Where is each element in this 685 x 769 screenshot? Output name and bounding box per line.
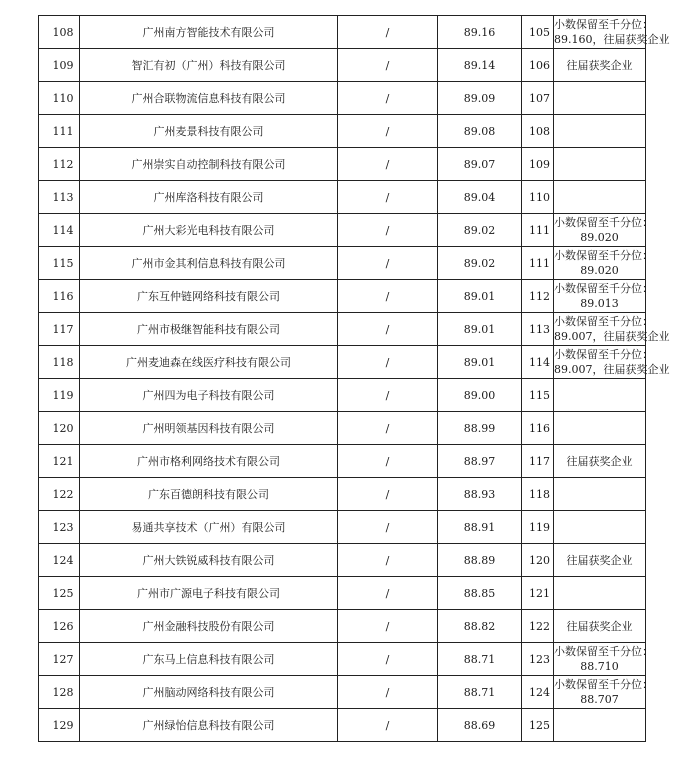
seq-cell: 120 [39,412,80,445]
mark-cell: / [338,115,438,148]
company-name-cell: 广州大彩光电科技有限公司 [80,214,338,247]
note-line-1: 往届获奖企业 [566,553,633,567]
note-cell [554,643,653,676]
seq-cell: 127 [39,643,80,676]
rank-cell: 117 [522,445,554,478]
company-name-cell: 广州合联物流信息科技有限公司 [80,82,338,115]
table-row [39,49,646,82]
note-line-1: 小数保留至千分位： [554,216,653,229]
seq-cell: 119 [39,379,80,412]
company-name-cell: 广州脑动网络科技有限公司 [80,676,338,709]
company-name-cell: 广州南方智能技术有限公司 [80,16,338,49]
score-cell: 89.14 [438,49,522,82]
note-line-2: 89.020 [580,264,619,277]
rank-cell: 125 [522,709,554,742]
note-line-2: 89.007，往届获奖企业 [554,330,670,343]
table-row [39,643,646,676]
rank-cell: 110 [522,181,554,214]
score-cell: 89.16 [438,16,522,49]
note-line-1: 往届获奖企业 [566,619,633,633]
company-name-cell: 广州库洛科技有限公司 [80,181,338,214]
seq-cell: 110 [39,82,80,115]
seq-cell: 111 [39,115,80,148]
note-line-2: 89.160，往届获奖企业 [554,33,670,46]
score-cell: 88.91 [438,511,522,544]
mark-cell: / [338,544,438,577]
note-cell [554,445,646,478]
mark-cell: / [338,478,438,511]
mark-cell: / [338,643,438,676]
rank-cell: 120 [522,544,554,577]
table-row [39,346,646,379]
table-row [39,181,646,214]
company-name-cell: 广州明领基因科技有限公司 [80,412,338,445]
note-cell [554,115,646,148]
table-row [39,313,646,346]
note-cell [554,181,646,214]
rank-cell: 109 [522,148,554,181]
note-cell [554,412,646,445]
note-line-1: 小数保留至千分位： [554,315,653,328]
note-line-1: 往届获奖企业 [566,58,633,72]
company-name-cell: 广州市金其利信息科技有限公司 [80,247,338,280]
seq-cell: 112 [39,148,80,181]
mark-cell: / [338,577,438,610]
score-cell: 88.69 [438,709,522,742]
rank-cell: 108 [522,115,554,148]
seq-cell: 129 [39,709,80,742]
note-cell [554,16,670,49]
rank-cell: 119 [522,511,554,544]
seq-cell: 117 [39,313,80,346]
note-cell [554,511,646,544]
rank-cell: 122 [522,610,554,643]
score-cell: 89.01 [438,346,522,379]
rank-cell: 107 [522,82,554,115]
mark-cell: / [338,379,438,412]
note-line-2: 89.007，往届获奖企业 [554,363,670,376]
seq-cell: 121 [39,445,80,478]
mark-cell: / [338,676,438,709]
company-name-cell: 广州崇实自动控制科技有限公司 [80,148,338,181]
rank-cell: 114 [522,346,554,379]
table-row [39,511,646,544]
rank-cell: 115 [522,379,554,412]
score-cell: 88.85 [438,577,522,610]
note-line-2: 88.707 [580,693,619,706]
seq-cell: 125 [39,577,80,610]
score-cell: 89.00 [438,379,522,412]
score-cell: 88.97 [438,445,522,478]
seq-cell: 108 [39,16,80,49]
table-row [39,478,646,511]
note-line-1: 往届获奖企业 [566,454,633,468]
mark-cell: / [338,412,438,445]
table-row [39,379,646,412]
mark-cell: / [338,181,438,214]
mark-cell: / [338,313,438,346]
seq-cell: 118 [39,346,80,379]
mark-cell: / [338,148,438,181]
table-row [39,610,646,643]
note-cell [554,676,653,709]
score-cell: 88.82 [438,610,522,643]
table-row [39,544,646,577]
note-line-1: 小数保留至千分位： [554,678,653,691]
seq-cell: 115 [39,247,80,280]
note-cell [554,313,670,346]
score-cell: 88.93 [438,478,522,511]
score-cell: 89.04 [438,181,522,214]
score-cell: 88.71 [438,676,522,709]
rank-cell: 123 [522,643,554,676]
table-row [39,148,646,181]
mark-cell: / [338,82,438,115]
note-line-2: 89.013 [580,297,619,310]
note-cell [554,577,646,610]
table-row [39,280,646,313]
rank-cell: 106 [522,49,554,82]
ranking-table-body [39,16,670,742]
rank-cell: 111 [522,247,554,280]
note-line-1: 小数保留至千分位： [554,249,653,262]
mark-cell: / [338,214,438,247]
company-name-cell: 广州麦迪森在线医疗科技有限公司 [80,346,338,379]
mark-cell: / [338,16,438,49]
company-name-cell: 智汇有初（广州）科技有限公司 [80,49,338,82]
table-row [39,115,646,148]
note-cell [554,49,646,82]
seq-cell: 124 [39,544,80,577]
score-cell: 89.08 [438,115,522,148]
score-cell: 89.01 [438,280,522,313]
note-line-2: 88.710 [580,660,619,673]
table-row [39,445,646,478]
mark-cell: / [338,49,438,82]
ranking-table [38,15,670,742]
company-name-cell: 广州金融科技股份有限公司 [80,610,338,643]
table-row [39,676,646,709]
note-cell [554,82,646,115]
table-row [39,577,646,610]
rank-cell: 111 [522,214,554,247]
mark-cell: / [338,247,438,280]
mark-cell: / [338,280,438,313]
company-name-cell: 广州市广源电子科技有限公司 [80,577,338,610]
seq-cell: 116 [39,280,80,313]
seq-cell: 123 [39,511,80,544]
score-cell: 89.01 [438,313,522,346]
score-cell: 88.89 [438,544,522,577]
mark-cell: / [338,511,438,544]
company-name-cell: 广东互仲链网络科技有限公司 [80,280,338,313]
seq-cell: 128 [39,676,80,709]
seq-cell: 113 [39,181,80,214]
note-cell [554,148,646,181]
company-name-cell: 广州绿怡信息科技有限公司 [80,709,338,742]
score-cell: 89.07 [438,148,522,181]
table-row [39,214,646,247]
table-row [39,709,646,742]
rank-cell: 113 [522,313,554,346]
note-cell [554,478,646,511]
note-cell [554,610,646,643]
mark-cell: / [338,346,438,379]
seq-cell: 122 [39,478,80,511]
note-cell [554,214,653,247]
company-name-cell: 易通共享技术（广州）有限公司 [80,511,338,544]
note-cell [554,709,646,742]
note-cell [554,346,670,379]
rank-cell: 124 [522,676,554,709]
note-line-1: 小数保留至千分位： [554,645,653,658]
rank-cell: 105 [522,16,554,49]
company-name-cell: 广州市格利网络技术有限公司 [80,445,338,478]
note-cell [554,544,646,577]
score-cell: 88.71 [438,643,522,676]
company-name-cell: 广州麦景科技有限公司 [80,115,338,148]
company-name-cell: 广州大铁锐威科技有限公司 [80,544,338,577]
score-cell: 89.02 [438,247,522,280]
mark-cell: / [338,709,438,742]
table-row [39,82,646,115]
table-row [39,412,646,445]
seq-cell: 114 [39,214,80,247]
mark-cell: / [338,610,438,643]
score-cell: 88.99 [438,412,522,445]
company-name-cell: 广州四为电子科技有限公司 [80,379,338,412]
rank-cell: 121 [522,577,554,610]
note-cell [554,379,646,412]
note-line-1: 小数保留至千分位： [554,282,653,295]
rank-cell: 116 [522,412,554,445]
seq-cell: 109 [39,49,80,82]
table-row [39,16,646,49]
note-line-2: 89.020 [580,231,619,244]
company-name-cell: 广东百德朗科技有限公司 [80,478,338,511]
score-cell: 89.02 [438,214,522,247]
rank-cell: 112 [522,280,554,313]
company-name-cell: 广东马上信息科技有限公司 [80,643,338,676]
score-cell: 89.09 [438,82,522,115]
company-name-cell: 广州市极继智能科技有限公司 [80,313,338,346]
note-line-1: 小数保留至千分位： [554,348,653,361]
rank-cell: 118 [522,478,554,511]
note-cell [554,247,653,280]
table-row [39,247,646,280]
seq-cell: 126 [39,610,80,643]
note-cell [554,280,653,313]
note-line-1: 小数保留至千分位： [554,18,653,31]
mark-cell: / [338,445,438,478]
